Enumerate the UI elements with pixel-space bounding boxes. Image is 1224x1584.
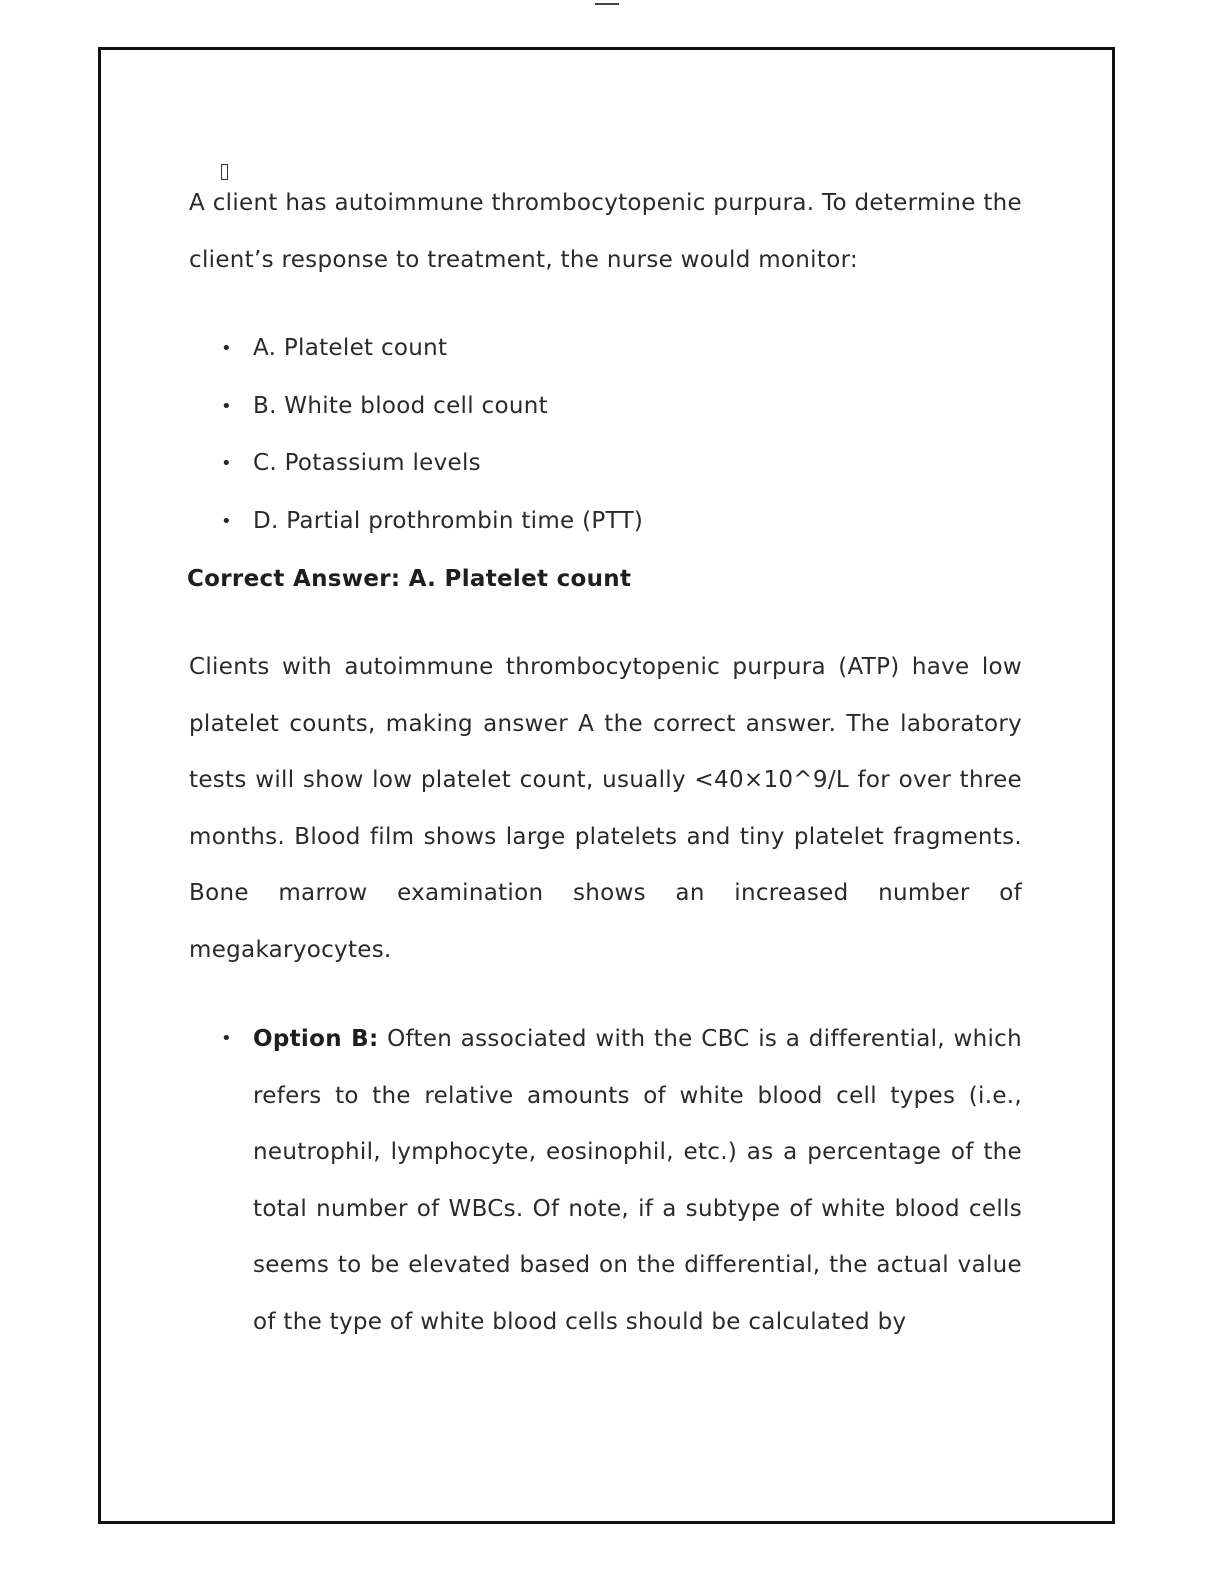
option-a: [189, 320, 1022, 378]
rationale-label: Option B:: [253, 1026, 379, 1052]
rationale-text: Often associated with the CBC is a differential, which refers to the relative amounts of white blood cell types (i.e., neutrophil, lymphocyte, eosinophil, etc.) as a percentage of the total number of WBCs. Of note, if a subtype of white blood cells seems to be elevated based on the differential, the actual value of the type of white blood cells should be calculated by: [253, 1026, 1022, 1335]
answer-options: [189, 320, 1022, 550]
option-b-text: B. White blood cell count: [253, 392, 548, 419]
rationale-option-b: [189, 1011, 1022, 1350]
bullet-icon: •: [221, 1028, 232, 1049]
question-text: A client has autoimmune thrombocytopenic purpura. To determine the client’s response to treatment, the nurse would monitor:: [189, 190, 1022, 273]
correct-answer: Correct Answer: A. Platelet count: [187, 566, 632, 592]
header-mark: [595, 3, 619, 5]
bullet-icon: •: [221, 453, 232, 474]
bullet-icon: •: [221, 510, 232, 532]
option-d-text: D. Partial prothrombin time (PTT): [253, 507, 644, 534]
bullet-icon: •: [221, 338, 232, 359]
option-b: [189, 378, 1022, 436]
option-d: [189, 493, 1022, 551]
option-c: [189, 435, 1022, 493]
explanation-text: Clients with autoimmune thrombocytopenic purpura (ATP) have low platelet counts, making answer A the correct answer. The laboratory tests will show low platelet count, usually <40×10^9/L for over three months. Blood film shows large platelets and tiny platelet fragments. Bone marrow examination shows an increased number of megakaryocytes.: [189, 654, 1022, 963]
option-c-text: C. Potassium levels: [253, 450, 481, 476]
option-a-text: A. Platelet count: [253, 335, 448, 361]
bullet-icon: •: [221, 395, 232, 417]
rationale-list: [189, 1011, 1022, 1350]
